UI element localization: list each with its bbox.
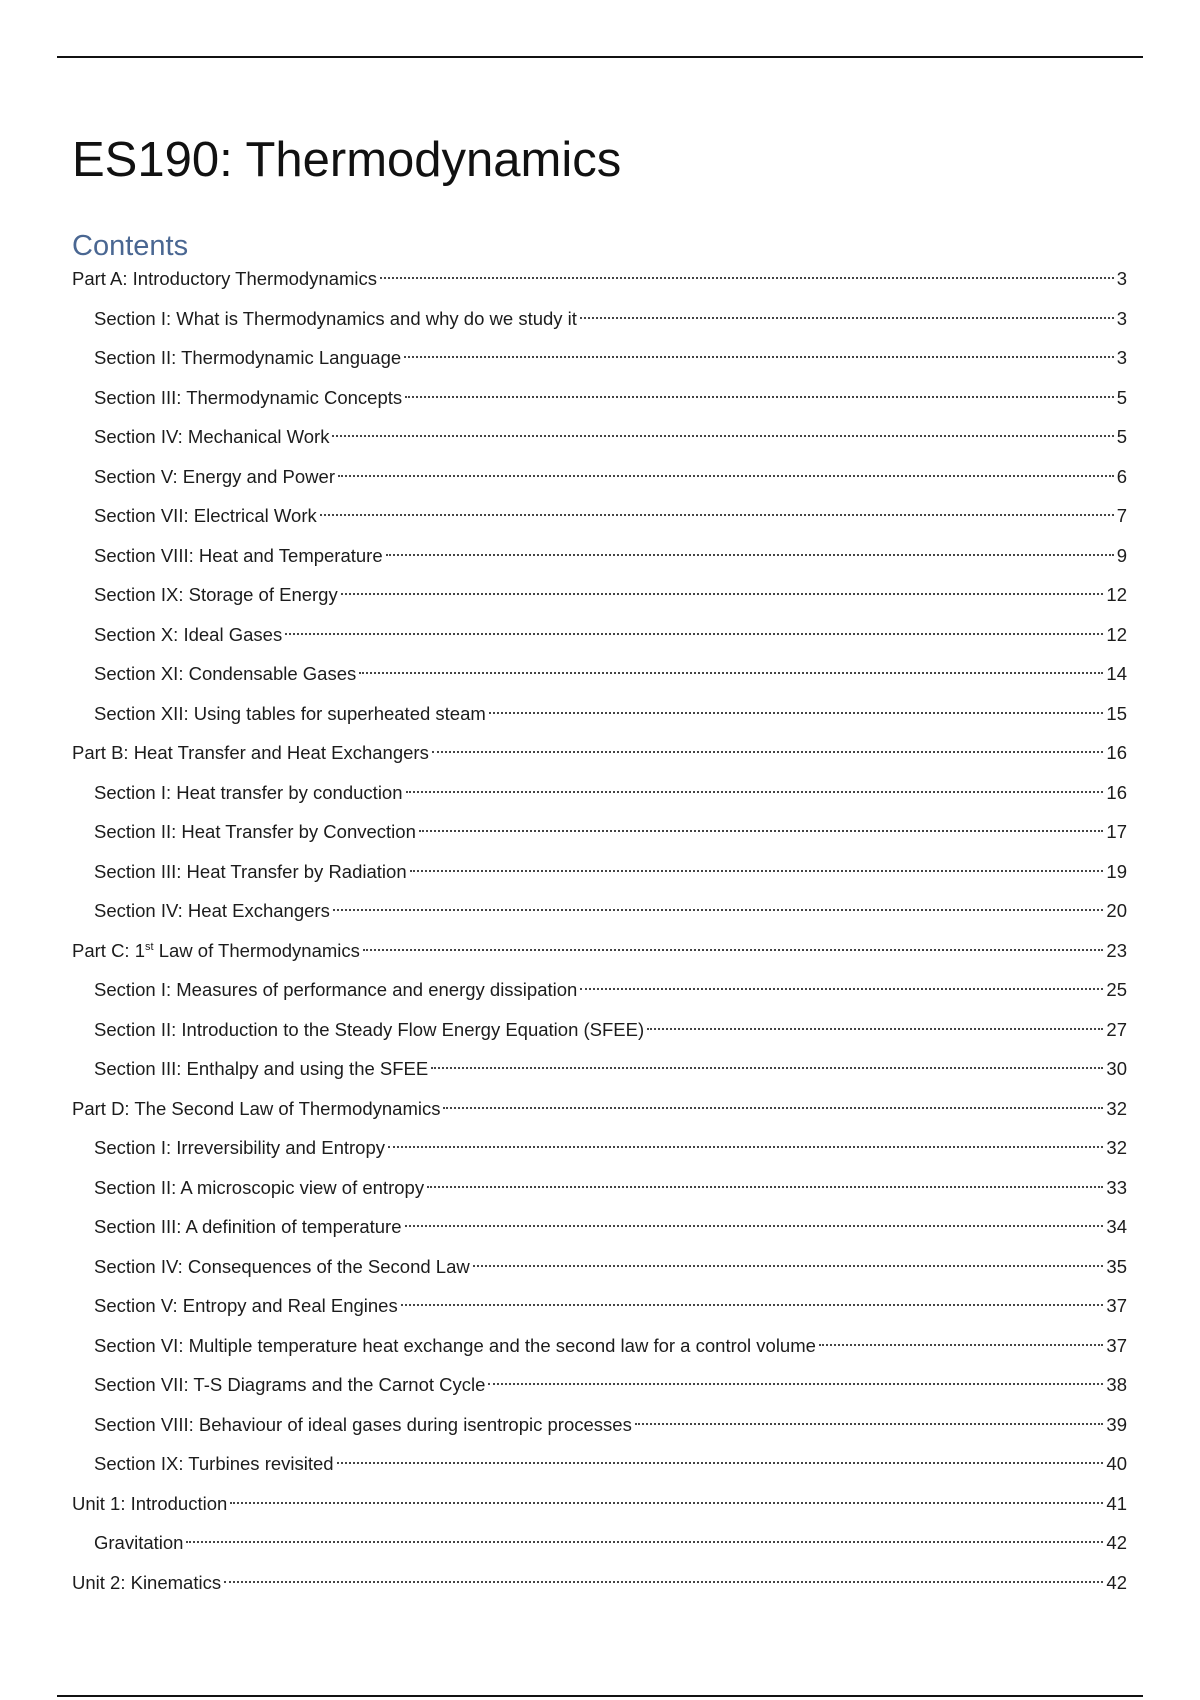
toc-entry[interactable] (94, 1449, 1127, 1479)
toc-page-number: 40 (1106, 1453, 1127, 1474)
toc-entry-label: Gravitation (94, 1532, 184, 1553)
toc-entry[interactable] (94, 620, 1127, 650)
toc-dot-leader (338, 475, 1114, 477)
toc-dot-leader (363, 949, 1104, 951)
toc-dot-leader (489, 712, 1104, 714)
toc-dot-leader (230, 1502, 1103, 1504)
toc-page-number: 32 (1106, 1137, 1127, 1158)
toc-dot-leader (401, 1304, 1104, 1306)
toc-page-number: 16 (1106, 782, 1127, 803)
toc-dot-leader (819, 1344, 1104, 1346)
toc-dot-leader (443, 1107, 1103, 1109)
toc-entry-label: Section I: What is Thermodynamics and why do we study it (94, 308, 577, 329)
toc-entry[interactable] (72, 1094, 1127, 1124)
toc-entry-label: Section VIII: Heat and Temperature (94, 545, 383, 566)
toc-dot-leader (473, 1265, 1104, 1267)
toc-entry-label: Section IV: Heat Exchangers (94, 900, 330, 921)
toc-page-number: 5 (1116, 426, 1127, 447)
toc-entry[interactable] (94, 1252, 1127, 1282)
toc-entry[interactable] (94, 383, 1127, 413)
toc-entry[interactable] (94, 1054, 1127, 1084)
toc-entry-label: Section I: Measures of performance and energy dissipation (94, 979, 578, 1000)
toc-dot-leader (186, 1541, 1103, 1543)
toc-dot-leader (405, 396, 1114, 398)
toc-entry[interactable] (94, 343, 1127, 373)
toc-entry-label-superscript: st (145, 940, 154, 953)
toc-page-number: 25 (1106, 979, 1127, 1000)
toc-dot-leader (380, 277, 1114, 279)
toc-entry[interactable] (94, 896, 1127, 926)
toc-entry[interactable] (94, 857, 1127, 887)
toc-entry-label: Section V: Entropy and Real Engines (94, 1295, 398, 1316)
toc-page-number: 17 (1106, 821, 1127, 842)
toc-entry[interactable] (94, 659, 1127, 689)
toc-entry-label: Section II: Thermodynamic Language (94, 347, 402, 368)
toc-page-number: 14 (1106, 663, 1127, 684)
toc-dot-leader (404, 356, 1114, 358)
toc-dot-leader (427, 1186, 1103, 1188)
toc-entry-label: Section V: Energy and Power (94, 466, 335, 487)
toc-entry-label: Section IV: Mechanical Work (94, 426, 330, 447)
toc-page-number: 34 (1106, 1216, 1127, 1237)
toc-dot-leader (419, 830, 1104, 832)
toc-page-number: 39 (1106, 1414, 1127, 1435)
toc-entry-label: Section III: Thermodynamic Concepts (94, 387, 403, 408)
toc-page-number: 16 (1106, 742, 1127, 763)
toc-page-number: 27 (1106, 1019, 1127, 1040)
toc-page-number: 30 (1106, 1058, 1127, 1079)
toc-entry-label: Section VII: Electrical Work (94, 505, 317, 526)
toc-entry-label: Section VI: Multiple temperature heat exchange and the second law for a control volume (94, 1335, 816, 1356)
toc-entry[interactable] (94, 975, 1127, 1005)
header-rule (57, 56, 1143, 58)
toc-dot-leader (580, 988, 1103, 990)
toc-entry-label: Section II: Heat Transfer by Convection (94, 821, 416, 842)
toc-entry-label: Section I: Heat transfer by conduction (94, 782, 403, 803)
toc-dot-leader (647, 1028, 1103, 1030)
toc-page-number: 37 (1106, 1335, 1127, 1356)
toc-entry[interactable] (94, 699, 1127, 729)
toc-entry-label: Section III: Heat Transfer by Radiation (94, 861, 407, 882)
toc-entry-label: Part C: 1st Law of Thermodynamics (72, 940, 360, 961)
toc-dot-leader (406, 791, 1104, 793)
toc-dot-leader (386, 554, 1114, 556)
toc-entry-label: Part A: Introductory Thermodynamics (72, 268, 378, 289)
toc-page-number: 3 (1116, 347, 1127, 368)
toc-entry[interactable] (94, 462, 1127, 492)
toc-dot-leader (410, 870, 1104, 872)
toc-entry[interactable] (94, 1528, 1127, 1558)
toc-page-number: 3 (1116, 268, 1127, 289)
toc-entry[interactable] (94, 1212, 1127, 1242)
toc-page-number: 23 (1106, 940, 1127, 961)
toc-dot-leader (285, 633, 1103, 635)
toc-page-number: 6 (1116, 466, 1127, 487)
toc-page-number: 20 (1106, 900, 1127, 921)
toc-entry[interactable] (72, 738, 1127, 768)
toc-dot-leader (388, 1146, 1103, 1148)
toc-entry[interactable] (94, 580, 1127, 610)
toc-dot-leader (337, 1462, 1104, 1464)
toc-page-number: 38 (1106, 1374, 1127, 1395)
toc-dot-leader (359, 672, 1103, 674)
toc-entry-label: Section IX: Storage of Energy (94, 584, 338, 605)
toc-entry-label: Section XI: Condensable Gases (94, 663, 357, 684)
toc-entry-label: Section VII: T-S Diagrams and the Carnot Cycle (94, 1374, 486, 1395)
toc-entry-label: Section III: Enthalpy and using the SFEE (94, 1058, 429, 1079)
contents-heading: Contents (72, 230, 189, 262)
toc-page-number: 35 (1106, 1256, 1127, 1277)
toc-entry[interactable] (94, 1291, 1127, 1321)
toc-entry[interactable] (94, 1410, 1127, 1440)
toc-entry-label: Unit 2: Kinematics (72, 1572, 222, 1593)
toc-page-number: 5 (1116, 387, 1127, 408)
toc-entry[interactable] (72, 936, 1127, 966)
toc-entry-label: Section X: Ideal Gases (94, 624, 283, 645)
toc-entry[interactable] (72, 264, 1127, 294)
toc-entry-label: Section IX: Turbines revisited (94, 1453, 334, 1474)
toc-dot-leader (341, 593, 1104, 595)
toc-entry-label: Section II: Introduction to the Steady Flow Energy Equation (SFEE) (94, 1019, 645, 1040)
toc-entry[interactable] (94, 541, 1127, 571)
toc-dot-leader (488, 1383, 1103, 1385)
toc-dot-leader (332, 435, 1113, 437)
toc-page-number: 9 (1116, 545, 1127, 566)
toc-entry[interactable] (94, 1173, 1127, 1203)
toc-page-number: 41 (1106, 1493, 1127, 1514)
toc-entry[interactable] (94, 1370, 1127, 1400)
toc-entry[interactable] (94, 304, 1127, 334)
toc-entry-label: Section II: A microscopic view of entropy (94, 1177, 425, 1198)
toc-entry[interactable] (72, 1568, 1127, 1598)
toc-entry[interactable] (94, 501, 1127, 531)
toc-dot-leader (431, 1067, 1103, 1069)
toc-entry[interactable] (94, 778, 1127, 808)
toc-entry[interactable] (94, 817, 1127, 847)
toc-entry[interactable] (94, 1015, 1127, 1045)
toc-entry[interactable] (94, 1133, 1127, 1163)
toc-entry-label: Section III: A definition of temperature (94, 1216, 402, 1237)
toc-page-number: 42 (1106, 1572, 1127, 1593)
toc-entry[interactable] (72, 1489, 1127, 1519)
toc-dot-leader (405, 1225, 1104, 1227)
toc-entry[interactable] (94, 422, 1127, 452)
toc-entry-label: Section VIII: Behaviour of ideal gases during isentropic processes (94, 1414, 632, 1435)
toc-page-number: 12 (1106, 624, 1127, 645)
toc-page-number: 12 (1106, 584, 1127, 605)
toc-dot-leader (320, 514, 1114, 516)
toc-entry[interactable] (94, 1331, 1127, 1361)
document-title: ES190: Thermodynamics (72, 133, 622, 187)
toc-page-number: 3 (1116, 308, 1127, 329)
toc-page-number: 42 (1106, 1532, 1127, 1553)
toc-entry-label: Part D: The Second Law of Thermodynamics (72, 1098, 441, 1119)
toc-page-number: 37 (1106, 1295, 1127, 1316)
toc-dot-leader (432, 751, 1104, 753)
toc-page-number: 32 (1106, 1098, 1127, 1119)
toc-page-number: 7 (1116, 505, 1127, 526)
toc-entry-label: Section XII: Using tables for superheated steam (94, 703, 486, 724)
toc-entry-label: Section I: Irreversibility and Entropy (94, 1137, 385, 1158)
toc-entry-label: Part B: Heat Transfer and Heat Exchangers (72, 742, 429, 763)
toc-page-number: 33 (1106, 1177, 1127, 1198)
toc-entry-label: Section IV: Consequences of the Second Law (94, 1256, 470, 1277)
toc-dot-leader (333, 909, 1104, 911)
toc-page-number: 19 (1106, 861, 1127, 882)
toc-dot-leader (580, 317, 1114, 319)
toc-dot-leader (224, 1581, 1103, 1583)
footer-rule (57, 1695, 1143, 1697)
toc-entry-label: Unit 1: Introduction (72, 1493, 228, 1514)
toc-dot-leader (635, 1423, 1104, 1425)
toc-page-number: 15 (1106, 703, 1127, 724)
